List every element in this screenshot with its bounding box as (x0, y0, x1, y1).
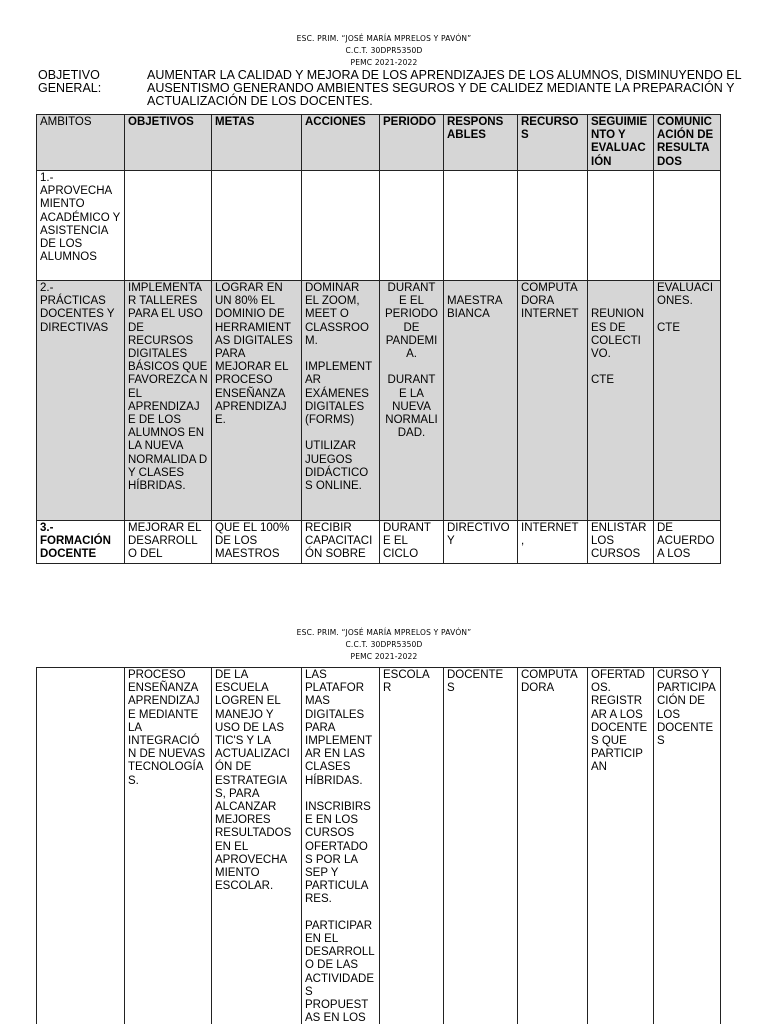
cell-comunicacion: DE ACUERDO A LOS (654, 521, 721, 564)
cell-empty (125, 171, 212, 281)
cell-responsables: DIRECTIVO Y (444, 521, 518, 564)
cell-empty (302, 171, 380, 281)
cell-acciones: RECIBIR CAPACITACI ÓN SOBRE (302, 521, 380, 564)
cell-recursos: COMPUTA DORA (518, 668, 588, 1024)
header-cell-ambitos: AMBITOS (37, 115, 125, 171)
cell-empty (654, 171, 721, 281)
general-objective (38, 68, 742, 109)
table-header-row (37, 115, 721, 171)
school-cct: C.C.T. 30DPR5350D (345, 640, 423, 649)
cell-meta: QUE EL 100% DE LOS MAESTROS (212, 521, 302, 564)
cell-ambito: 1.- APROVECHA MIENTO ACADÉMICO Y ASISTENCIA DE LOS ALUMNOS (37, 171, 125, 281)
cell-empty (444, 171, 518, 281)
page-header (0, 0, 768, 69)
cell-ambito: 3.- FORMACIÓN DOCENTE (37, 521, 125, 564)
cell-meta: DE LA ESCUELA LOGREN EL MANEJO Y USO DE LAS TIC'S Y LA ACTUALIZACI ÓN DE ESTRATEGIA S, PARA ALCANZAR MEJORES RESULTADOS EN EL APROVECHA MIENTO ESCOLAR. (212, 668, 302, 1024)
objective-label: OBJETIVO GENERAL: (38, 68, 102, 95)
header-cell-periodo: PERIODO (380, 115, 444, 171)
cell-meta: LOGRAR EN UN 80% EL DOMINIO DE HERRAMIENT AS DIGITALES PARA MEJORAR EL PROCESO ENSEÑANZA APRENDIZAJ E. (212, 281, 302, 521)
school-cct: C.C.T. 30DPR5350D (345, 46, 423, 55)
cell-periodo: DURANT E EL PERIODO DE PANDEMI A. DURANT E LA NUEVA NORMALI DAD. (380, 281, 444, 521)
cell-empty (518, 171, 588, 281)
cell-periodo: DURANT E EL CICLO (380, 521, 444, 564)
cell-seguimiento: REUNION ES DE COLECTI VO. CTE (588, 281, 654, 521)
cell-responsables: MAESTRA BIANCA (444, 281, 518, 521)
cell-acciones: LAS PLATAFOR MAS DIGITALES PARA IMPLEMENT AR EN LAS CLASES HÍBRIDAS. INSCRIBIRS E EN LOS CURSOS OFERTADO S POR LA SEP Y PARTICULA RES. PARTICIPAR EN EL DESARROLL O DE LAS ACTIVIDADE S PROPUEST AS EN LOS (302, 668, 380, 1024)
pemc-cycle: PEMC 2021-2022 (350, 652, 418, 661)
cell-objetivo: IMPLEMENTA R TALLERES PARA EL USO DE RECURSOS DIGITALES BÁSICOS QUE FAVOREZCA N EL APRENDIZAJ E DE LOS ALUMNOS EN LA NUEVA NORMALIDA D Y CLASES HÍBRIDAS. (125, 281, 212, 521)
objective-text: AUMENTAR LA CALIDAD Y MEJORA DE LOS APRENDIZAJES DE LOS ALUMNOS, DISMINUYENDO EL AUSENTISMO GENERANDO AMBIENTES SEGUROS Y DE CALIDEZ MEDIANTE LA PREPARACIÓN Y ACTUALIZACIÓN DE LOS DOCENTES. (147, 68, 742, 108)
table-row (37, 521, 721, 564)
document-page-2 (0, 627, 768, 1024)
cell-ambito (37, 668, 125, 1024)
school-name: ESC. PRIM. “JOSÉ MARÍA MPRELOS Y PAVÓN” (296, 34, 472, 43)
header-cell-metas: METAS (212, 115, 302, 171)
cell-comunicacion: EVALUACI ONES. CTE (654, 281, 721, 521)
header-cell-seguimiento: SEGUIMIE NTO Y EVALUAC IÓN (588, 115, 654, 171)
table-row (37, 281, 721, 521)
header-cell-objetivos: OBJETIVOS (125, 115, 212, 171)
cell-ambito: 2.- PRÁCTICAS DOCENTES Y DIRECTIVAS (37, 281, 125, 521)
table-row (37, 171, 721, 281)
cell-empty (212, 171, 302, 281)
school-name: ESC. PRIM. “JOSÉ MARÍA MPRELOS Y PAVÓN” (296, 628, 472, 637)
cell-comunicacion: CURSO Y PARTICIPA CIÓN DE LOS DOCENTE S (654, 668, 721, 1024)
cell-responsables: DOCENTE S (444, 668, 518, 1024)
cell-periodo: ESCOLA R (380, 668, 444, 1024)
pemc-table (36, 114, 721, 564)
cell-seguimiento: OFERTAD OS. REGISTR AR A LOS DOCENTE S QUE PARTICIP AN (588, 668, 654, 1024)
cell-recursos: COMPUTA DORA INTERNET (518, 281, 588, 521)
pemc-cycle: PEMC 2021-2022 (350, 58, 418, 67)
header-cell-recursos: RECURSO S (518, 115, 588, 171)
cell-empty (380, 171, 444, 281)
cell-empty (588, 171, 654, 281)
table-row (37, 668, 721, 1024)
cell-acciones: DOMINAR EL ZOOM, MEET O CLASSROO M. IMPLEMENT AR EXÁMENES DIGITALES (FORMS) UTILIZAR JUEGOS DIDÁCTICO S ONLINE. (302, 281, 380, 521)
cell-objetivo: PROCESO ENSEÑANZA APRENDIZAJ E MEDIANTE LA INTEGRACIÓ N DE NUEVAS TECNOLOGÍA S. (125, 668, 212, 1024)
page-header (0, 627, 768, 663)
cell-recursos: INTERNET , (518, 521, 588, 564)
cell-seguimiento: ENLISTAR LOS CURSOS (588, 521, 654, 564)
header-cell-responsables: RESPONS ABLES (444, 115, 518, 171)
pemc-table-continued (36, 667, 721, 1024)
header-cell-acciones: ACCIONES (302, 115, 380, 171)
cell-objetivo: MEJORAR EL DESARROLL O DEL (125, 521, 212, 564)
header-cell-comunicacion: COMUNIC ACIÓN DE RESULTA DOS (654, 115, 721, 171)
